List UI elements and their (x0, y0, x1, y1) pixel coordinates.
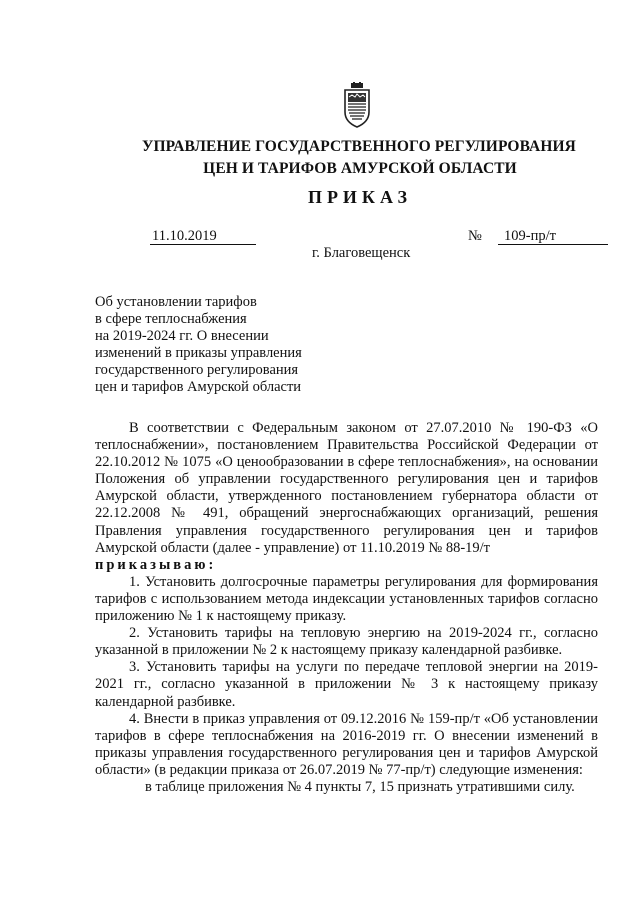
subject-line: государственного регулирования (95, 362, 299, 378)
org-name-line2: ЦЕН И ТАРИФОВ АМУРСКОЙ ОБЛАСТИ (203, 160, 517, 177)
subject-line: изменений в приказы управления (95, 345, 302, 361)
document-body (95, 420, 598, 796)
subject-line: цен и тарифов Амурской области (95, 379, 302, 395)
document-subject (95, 294, 302, 396)
order-item: 4. Внести в приказ управления от 09.12.2016 № 159-пр/т «Об установлении тарифов в сфере теплоснабжения на 2016-2019 гг. О внесении изменений в приказы управления государственного регулирования цен и тарифов Амурской области» (в редакции приказа от 26.07.2019 № 77-пр/т) следующие изменения: (95, 710, 598, 778)
order-subitem: в таблице приложения № 4 пункты 7, 15 признать утратившими силу. (145, 778, 575, 795)
org-name-line1: УПРАВЛЕНИЕ ГОСУДАРСТВЕННОГО РЕГУЛИРОВАНИЯ (142, 138, 576, 155)
subject-line: в сфере теплоснабжения (95, 311, 247, 327)
subject-line: Об установлении тарифов (95, 294, 257, 310)
subject-line: на 2019-2024 гг. О внесении (95, 328, 269, 344)
number-sign: № (468, 228, 482, 244)
order-item: 1. Установить долгосрочные параметры регулирования для формирования тарифов с использованием метода индексации установленных тарифов согласно приложению № 1 к настоящему приказу. (95, 573, 598, 625)
document-date: 11.10.2019 (150, 228, 256, 245)
document-city: г. Благовещенск (312, 245, 411, 261)
order-item: 2. Установить тарифы на тепловую энергию на 2019-2024 гг., согласно указанной в приложении № 2 к настоящему приказу календарной разбивке. (95, 625, 598, 659)
coat-of-arms-icon (342, 82, 372, 128)
document-title: ПРИКАЗ (307, 187, 413, 207)
order-item: 3. Установить тарифы на услуги по передаче тепловой энергии на 2019-2021 гг., согласно указанной в приложении № 3 к настоящему приказу календарной разбивке. (95, 659, 598, 710)
preamble-paragraph: В соответствии с Федеральным законом от 27.07.2010 № 190-ФЗ «О теплоснабжении», постановлением Правительства Российской Федерации от 22.10.2012 № 1075 «О ценообразовании в сфере теплоснабжения», на основании Положения об управлении государственного регулирования цен и тарифов Амурской области, утвержденного постановлением губернатора области от 22.12.2008 № 491, обращений энергоснабжающих организаций, решения Правления управления государственного регулирования цен и тарифов Амурской области (далее - управление) от 11.10.2019 № 88-19/т (95, 420, 598, 556)
document-number: 109-пр/т (498, 228, 608, 245)
order-keyword: приказываю: (95, 556, 217, 573)
